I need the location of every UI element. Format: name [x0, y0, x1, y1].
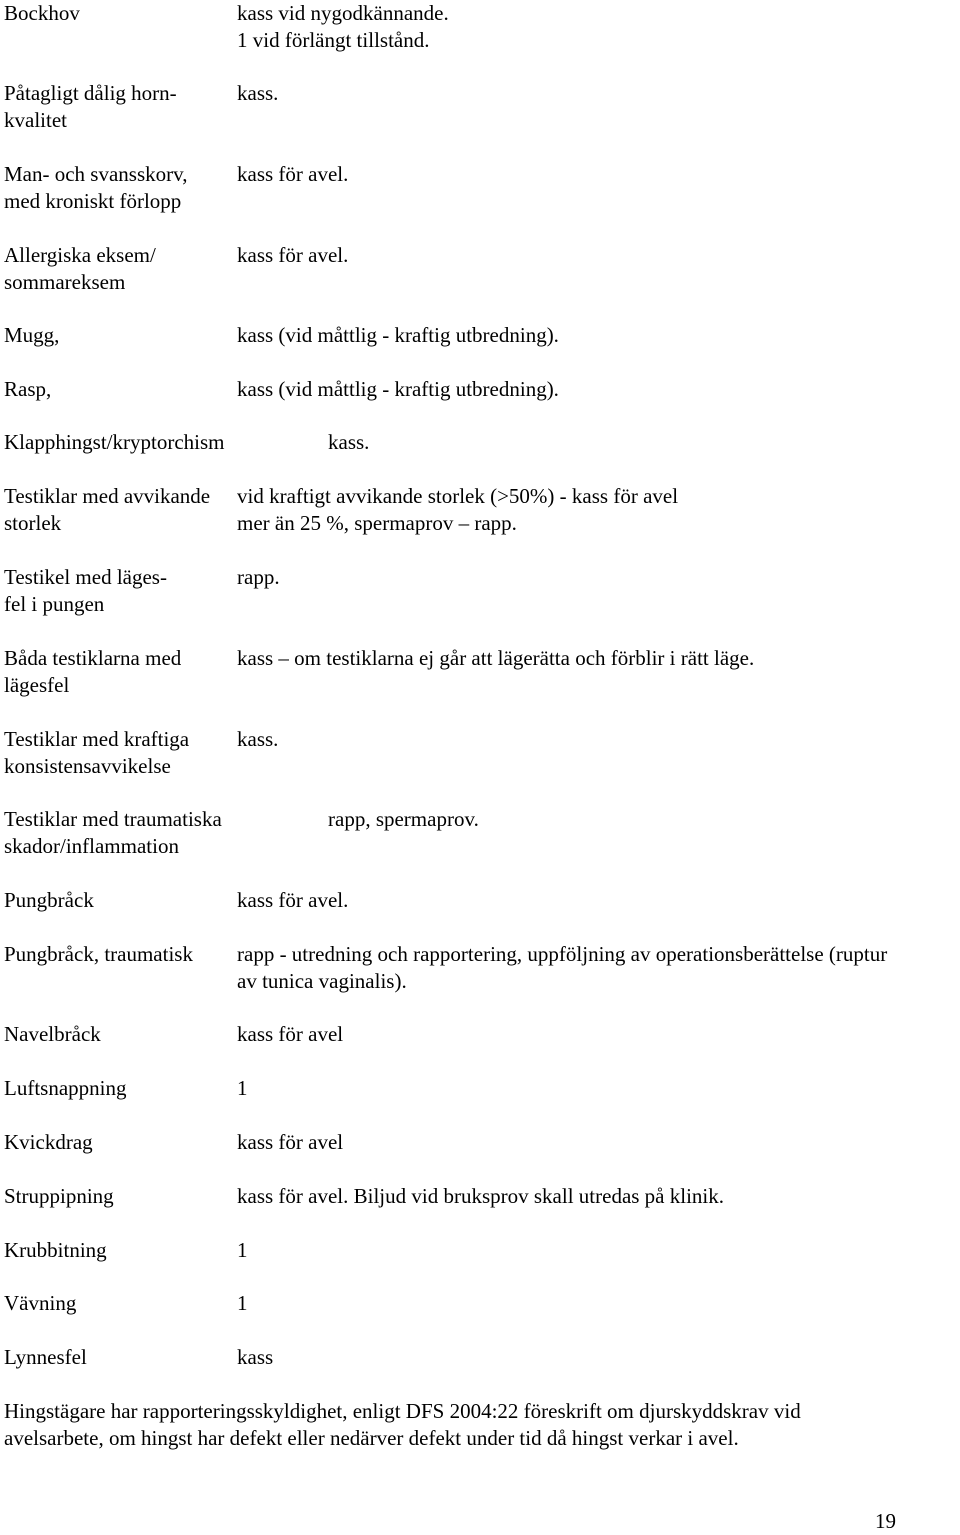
- row-value-pungbrack-traumatisk-line1: rapp - utredning och rapportering, uppföljning av operationsberättelse (ruptur: [237, 942, 888, 966]
- row-label-krubbitning: Krubbitning: [4, 1238, 107, 1262]
- note-line1: Hingstägare har rapporteringsskyldighet, enligt DFS 2004:22 föreskrift om djurskyddskrav vid: [4, 1399, 801, 1423]
- row-value-konsistens: kass.: [237, 727, 279, 751]
- row-label-mankorv-line2: med kroniskt förlopp: [4, 189, 182, 213]
- row-value-bockhov-line1: kass vid nygodkännande.: [237, 1, 449, 25]
- row-value-mugg: kass (vid måttlig - kraftig utbredning).: [237, 323, 559, 347]
- row-label-mugg: Mugg,: [4, 323, 60, 347]
- row-label-bockhov: Bockhov: [4, 1, 80, 25]
- row-label-pungbrack-traumatisk: Pungbråck, traumatisk: [4, 942, 193, 966]
- row-value-testiklar-storlek-line2: mer än 25 %, spermaprov – rapp.: [237, 511, 517, 535]
- row-label-eksem-line2: sommareksem: [4, 270, 126, 294]
- row-value-navelbrack: kass för avel: [237, 1022, 344, 1046]
- row-label-horn-line2: kvalitet: [4, 108, 67, 132]
- row-value-pungbrack-traumatisk-line2: av tunica vaginalis).: [237, 969, 407, 993]
- row-value-klapphingst: kass.: [328, 430, 370, 454]
- row-label-traumatiska-line1: Testiklar med traumatiska: [4, 807, 222, 831]
- row-label-konsistens-line2: konsistensavvikelse: [4, 754, 171, 778]
- row-value-kvickdrag: kass för avel: [237, 1130, 344, 1154]
- row-value-testiklar-storlek-line1: vid kraftigt avvikande storlek (>50%) - kass för avel: [237, 484, 679, 508]
- row-label-struppipning: Struppipning: [4, 1184, 114, 1208]
- row-value-pungbrack: kass för avel.: [237, 888, 349, 912]
- row-label-luftsnappning: Luftsnappning: [4, 1076, 127, 1100]
- row-value-rasp: kass (vid måttlig - kraftig utbredning).: [237, 377, 559, 401]
- row-label-klapphingst: Klapphingst/kryptorchism: [4, 430, 225, 454]
- row-value-eksem: kass för avel.: [237, 243, 349, 267]
- row-value-lynnesfel: kass: [237, 1345, 274, 1369]
- row-label-vavning: Vävning: [4, 1291, 77, 1315]
- row-value-vavning: 1: [237, 1291, 248, 1315]
- row-label-traumatiska-line2: skador/inflammation: [4, 834, 179, 858]
- row-value-mankorv: kass för avel.: [237, 162, 349, 186]
- row-label-navelbrack: Navelbråck: [4, 1022, 101, 1046]
- row-label-eksem-line1: Allergiska eksem/: [4, 243, 156, 267]
- row-label-bada-testiklarna-line2: lägesfel: [4, 673, 70, 697]
- row-label-testikel-lagesfel-line2: fel i pungen: [4, 592, 105, 616]
- row-label-testiklar-storlek-line2: storlek: [4, 511, 62, 535]
- row-label-rasp: Rasp,: [4, 377, 52, 401]
- row-label-testiklar-storlek-line1: Testiklar med avvikande: [4, 484, 211, 508]
- row-value-krubbitning: 1: [237, 1238, 248, 1262]
- row-value-bada-testiklarna: kass – om testiklarna ej går att lägerätta och förblir i rätt läge.: [237, 646, 755, 670]
- row-label-konsistens-line1: Testiklar med kraftiga: [4, 727, 190, 751]
- row-value-testikel-lagesfel: rapp.: [237, 565, 280, 589]
- row-value-bockhov-line2: 1 vid förlängt tillstånd.: [237, 28, 430, 52]
- row-label-horn-line1: Påtagligt dålig horn-: [4, 81, 177, 105]
- note-line2: avelsarbete, om hingst har defekt eller nedärver defekt under tid då hingst verkar i avel.: [4, 1426, 739, 1450]
- row-label-mankorv-line1: Man- och svansskorv,: [4, 162, 188, 186]
- row-value-horn: kass.: [237, 81, 279, 105]
- row-value-struppipning: kass för avel. Biljud vid bruksprov skall utredas på klinik.: [237, 1184, 725, 1208]
- row-label-lynnesfel: Lynnesfel: [4, 1345, 87, 1369]
- row-label-bada-testiklarna-line1: Båda testiklarna med: [4, 646, 182, 670]
- row-label-pungbrack: Pungbråck: [4, 888, 94, 912]
- row-value-luftsnappning: 1: [237, 1076, 248, 1100]
- row-label-testikel-lagesfel-line1: Testikel med läges-: [4, 565, 167, 589]
- row-label-kvickdrag: Kvickdrag: [4, 1130, 93, 1154]
- row-value-traumatiska: rapp, spermaprov.: [328, 807, 479, 831]
- page-number: 19: [875, 1509, 896, 1533]
